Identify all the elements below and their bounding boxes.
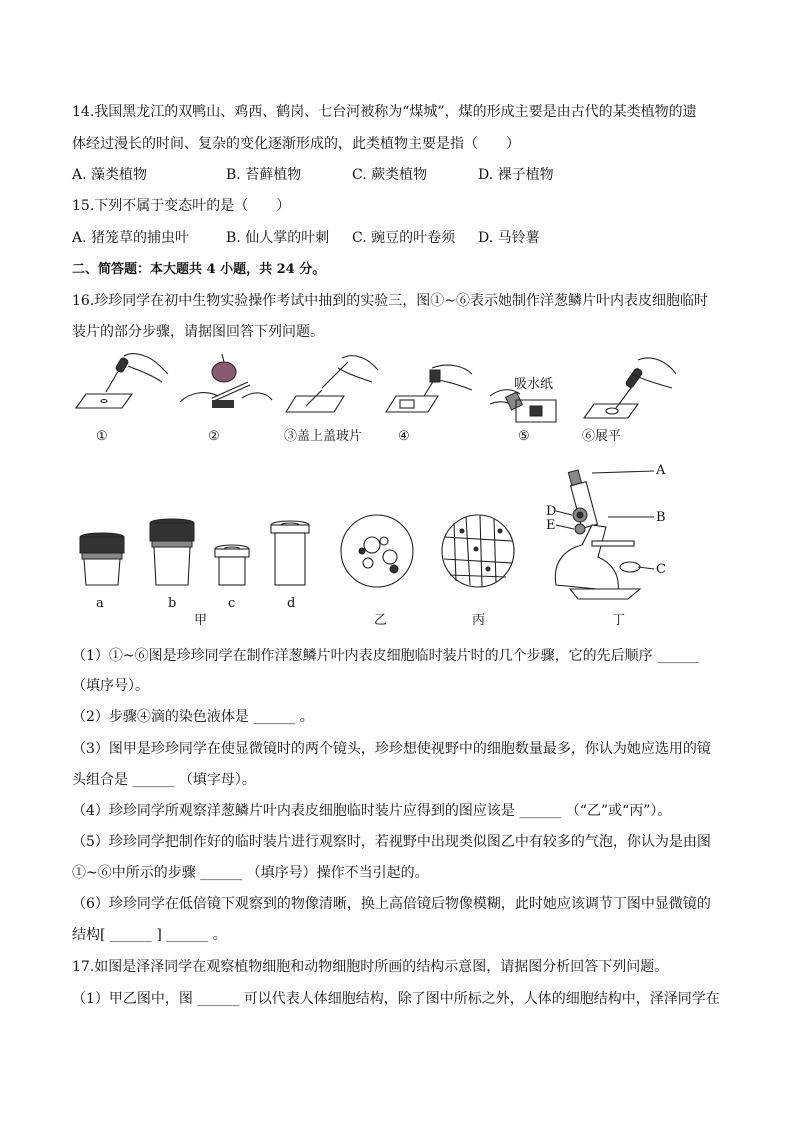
- q16-sub1-line2: （填序号）。: [72, 678, 149, 694]
- lens-label-b: b: [168, 596, 177, 611]
- microscope-label-b: B: [656, 510, 666, 525]
- step4-illustration: [386, 365, 472, 412]
- q14-option-a[interactable]: A. 藻类植物: [72, 167, 148, 183]
- q16-sub5-line2: ①~⑥中所示的步骤 ______ （填序号）操作不当引起的。: [72, 865, 429, 881]
- blotting-paper-label: 吸水纸: [514, 377, 554, 392]
- step1-illustration: [76, 354, 168, 408]
- microscope-label-c: C: [656, 562, 666, 577]
- q16-sub4: （4）珍珍同学所观察洋葱鳞片叶内表皮细胞临时装片应得到的图应该是 ______ （“乙”或“丙”）。: [72, 803, 672, 819]
- q14-option-d[interactable]: D. 裸子植物: [478, 167, 554, 183]
- q16-sub3-line2: 头组合是 ______ （填字母）。: [72, 772, 256, 788]
- q15-option-c[interactable]: C. 豌豆的叶卷须: [352, 230, 456, 246]
- lens-c: [215, 545, 249, 585]
- q14-option-b[interactable]: B. 苔藓植物: [226, 167, 302, 183]
- q16-sub3-line1: （3）图甲是珍珍同学在使显微镜时的两个镜头，珍珍想使视野中的细胞数量最多，你认为她应选用的镜: [72, 741, 711, 757]
- lens-b: [150, 519, 194, 585]
- microscope-label-d: D: [546, 504, 557, 519]
- lens-label-a: a: [96, 596, 104, 611]
- microscope-label-e: E: [546, 518, 556, 533]
- q15-option-d[interactable]: D. 马铃薯: [478, 230, 540, 246]
- step-label-3: ③盖上盖玻片: [284, 429, 363, 444]
- lens-label-c: c: [228, 596, 236, 611]
- q17-stem: 17.如图是泽泽同学在观察植物细胞和动物细胞时所画的结构示意图，请据图分析回答下列问题。: [72, 959, 669, 975]
- lens-cells-microscope-figure: [72, 465, 712, 605]
- q16-stem-line1: 16.珍珍同学在初中生物实验操作考试中抽到的实验三，图①~⑥表示她制作洋葱鳞片叶内表皮细胞临时: [72, 293, 708, 309]
- q16-sub1-line1: （1）①~⑥图是珍珍同学在制作洋葱鳞片叶内表皮细胞临时装片时的几个步骤，它的先后顺序 ______: [72, 648, 700, 664]
- figure-label-yi: 乙: [374, 613, 388, 628]
- q14-stem-line1: 14.我国黑龙江的双鸭山、鸡西、鹤岗、七台河被称为“煤城”，煤的形成主要是由古代的某类植物的遗: [72, 104, 697, 120]
- step2-illustration: [180, 354, 272, 408]
- q14-stem-line2: 体经过漫长的时间、复杂的变化逐渐形成的，此类植物主要是指（ ）: [72, 136, 520, 152]
- q16-sub5-line1: （5）珍珍同学把制作好的临时装片进行观察时，若视野中出现类似图乙中有较多的气泡，你认为是由图: [72, 834, 711, 850]
- figure-label-jia: 甲: [194, 613, 208, 628]
- q14-option-c[interactable]: C. 蕨类植物: [352, 167, 428, 183]
- step6-illustration: [584, 358, 676, 418]
- step-label-5: ⑤: [518, 429, 530, 444]
- procedure-steps-figure: [72, 352, 712, 432]
- q15-option-b[interactable]: B. 仙人掌的叶刺: [226, 230, 330, 246]
- step3-illustration: [286, 356, 378, 412]
- q17-sub1: （1）甲乙图中，图 ______ 可以代表人体细胞结构，除了图中所标之外，人体的细胞结构中，泽泽同学在: [72, 991, 720, 1007]
- q15-option-a[interactable]: A. 猪笼草的捕虫叶: [72, 230, 190, 246]
- q15-stem: 15.下列不属于变态叶的是（ ）: [72, 198, 291, 214]
- microscope-label-a: A: [656, 463, 666, 478]
- figure-label-bing: 丙: [472, 613, 486, 628]
- step-label-4: ④: [398, 429, 410, 444]
- step-label-1: ①: [96, 429, 108, 444]
- section-title: 二、简答题：本大题共 4 小题，共 24 分。: [72, 262, 326, 277]
- view-bubbles: [341, 515, 413, 587]
- figure-label-ding: 丁: [612, 613, 626, 628]
- lens-a: [80, 533, 124, 585]
- step-label-2: ②: [208, 429, 220, 444]
- q16-sub2: （2）步骤④滴的染色液体是 ______ 。: [72, 709, 314, 725]
- microscope: [555, 470, 654, 599]
- q16-sub6-line1: （6）珍珍同学在低倍镜下观察到的物像清晰，换上高倍镜后物像模糊，此时她应该调节丁图中显微镜的: [72, 896, 711, 912]
- step5-illustration: [490, 390, 556, 422]
- step-label-6: ⑥展平: [582, 429, 622, 444]
- q16-stem-line2: 装片的部分步骤，请据图回答下列问题。: [72, 324, 324, 340]
- lens-label-d: d: [287, 596, 296, 611]
- view-cells: [442, 515, 514, 587]
- q16-sub6-line2: 结构[ ______ ] ______ 。: [72, 927, 227, 943]
- lens-d: [271, 521, 309, 585]
